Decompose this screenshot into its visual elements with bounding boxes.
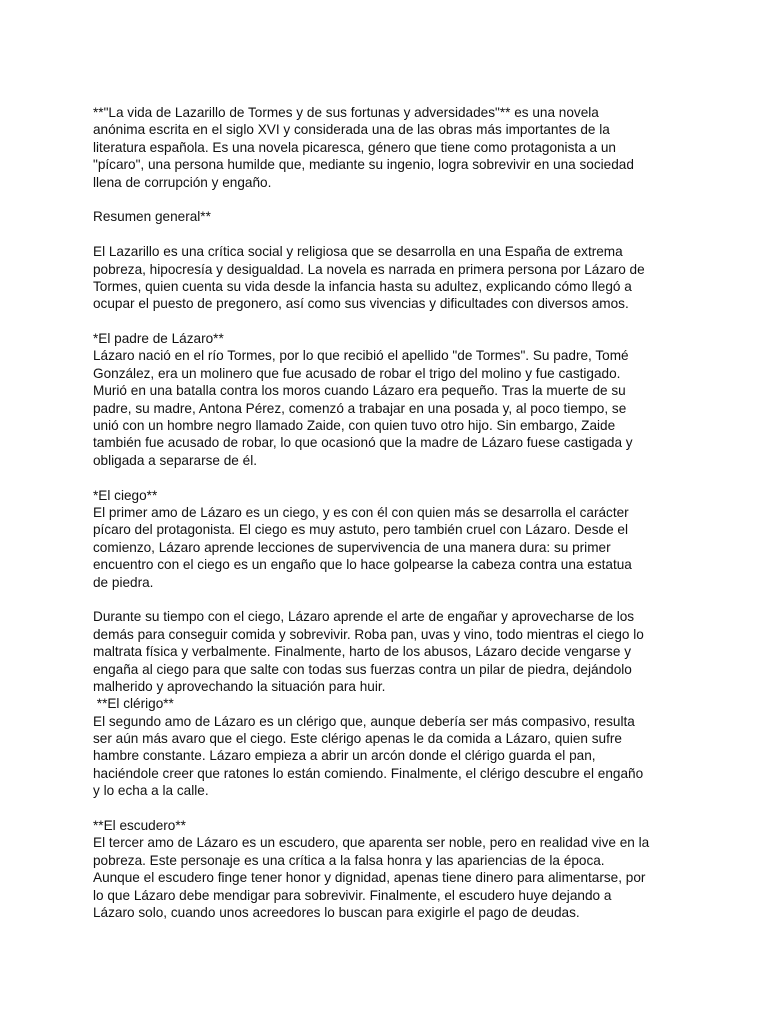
text-line: pobreza. Este personaje es una crítica a la falsa honra y las apariencias de la época.	[93, 852, 605, 868]
text-line: ocupar el puesto de pregonero, así como sus vivencias y dificultades con diversos amos.	[93, 296, 629, 312]
paragraph-gap	[93, 226, 693, 243]
text-line: literatura española. Es una novela picaresca, género que tiene como protagonista a un	[93, 139, 616, 155]
text-line: demás para conseguir comida y sobrevivir. Roba pan, uvas y vino, todo mientras el ciego lo	[93, 626, 644, 642]
text-line: unió con un hombre negro llamado Zaide, con quien tuvo otro hijo. Sin embargo, Zaide	[93, 418, 616, 434]
text-line: Lázaro solo, cuando unos acreedores lo buscan para exigirle el pago de deudas.	[93, 904, 580, 920]
text-line: Aunque el escudero finge tener honor y dignidad, apenas tiene dinero para alimentarse, por	[93, 870, 646, 886]
section-heading: **El escudero**	[93, 818, 186, 834]
paragraph-ciego-clerigo	[93, 608, 693, 799]
section-heading: *El padre de Lázaro**	[93, 331, 224, 347]
text-line: pícaro del protagonista. El ciego es muy astuto, pero también cruel con Lázaro. Desde el	[93, 522, 628, 538]
text-line: padre, su madre, Antona Pérez, comenzó a trabajar en una posada y, al poco tiempo, se	[93, 400, 627, 416]
text-line: también fue acusado de robar, lo que ocasionó que la madre de Lázaro fuese castigada y	[93, 435, 633, 451]
document-body	[93, 104, 693, 921]
text-line: El Lazarillo es una crítica social y religiosa que se desarrolla en una España de extrema	[93, 244, 623, 260]
paragraph-intro	[93, 104, 693, 191]
text-line: encuentro con el ciego es un engaño que lo hace golpearse la cabeza contra una estatua	[93, 557, 632, 573]
text-line: comienzo, Lázaro aprende lecciones de supervivencia de una manera dura: su primer	[93, 539, 611, 555]
heading-resumen	[93, 208, 693, 225]
paragraph-resumen	[93, 243, 693, 313]
text-line: lo que Lázaro debe mendigar para sobrevivir. Finalmente, el escudero huye dejando a	[93, 887, 612, 903]
text-line: El primer amo de Lázaro es un ciego, y es con él con quien más se desarrolla el carácter	[93, 504, 629, 520]
text-line: Durante su tiempo con el ciego, Lázaro aprende el arte de engañar y aprovecharse de los	[93, 609, 635, 625]
section-heading: *El ciego**	[93, 487, 158, 503]
text-line: **"La vida de Lazarillo de Tormes y de sus fortunas y adversidades"** es una novela	[93, 105, 599, 120]
paragraph-padre	[93, 330, 693, 469]
text-line: haciéndole creer que ratones lo están comiendo. Finalmente, el clérigo descubre el engaño	[93, 765, 644, 781]
text-line: El segundo amo de Lázaro es un clérigo que, aunque debería ser más compasivo, resulta	[93, 713, 635, 729]
text-line: anónima escrita en el siglo XVI y considerada una de las obras más importantes de la	[93, 122, 610, 138]
text-line: maltrata física y verbalmente. Finalmente, harto de los abusos, Lázaro decide vengarse y	[93, 644, 631, 660]
paragraph-gap	[93, 591, 693, 608]
text-line: de piedra.	[93, 574, 154, 590]
text-line: engaña al ciego para que salte con todas sus fuerzas contra un pilar de piedra, dejándolo	[93, 661, 632, 677]
text-line: pobreza, hipocresía y desigualdad. La novela es narrada en primera persona por Lázaro de	[93, 261, 645, 277]
paragraph-gap	[93, 313, 693, 330]
paragraph-gap	[93, 191, 693, 208]
section-heading: **El clérigo**	[93, 696, 174, 712]
paragraph-escudero	[93, 817, 693, 921]
text-line: Murió en una batalla contra los moros cuando Lázaro era pequeño. Tras la muerte de su	[93, 383, 626, 399]
text-line: "pícaro", una persona humilde que, mediante su ingenio, logra sobrevivir en una sociedad	[93, 157, 634, 173]
paragraph-gap	[93, 800, 693, 817]
text-line: malherido y aprovechando la situación para huir.	[93, 678, 386, 694]
text-line: González, era un molinero que fue acusado de robar el trigo del molino y fue castigado.	[93, 365, 621, 381]
paragraph-gap	[93, 469, 693, 486]
text-line: y lo echa a la calle.	[93, 783, 209, 799]
text-line: ser aún más avaro que el ciego. Este clérigo apenas le da comida a Lázaro, quien sufre	[93, 731, 622, 747]
text-line: obligada a separarse de él.	[93, 452, 257, 468]
text-line: El tercer amo de Lázaro es un escudero, que aparenta ser noble, pero en realidad vive en la	[93, 835, 650, 851]
text-line: Lázaro nació en el río Tormes, por lo que recibió el apellido "de Tormes". Su padre, Tomé	[93, 348, 629, 364]
section-heading: Resumen general**	[93, 209, 211, 225]
text-line: hambre constante. Lázaro empieza a abrir un arcón donde el clérigo guarda el pan,	[93, 748, 596, 764]
paragraph-ciego	[93, 487, 693, 591]
text-line: llena de corrupción y engaño.	[93, 174, 272, 190]
text-line: Tormes, quien cuenta su vida desde la infancia hasta su adultez, explicando cómo llegó a	[93, 278, 632, 294]
